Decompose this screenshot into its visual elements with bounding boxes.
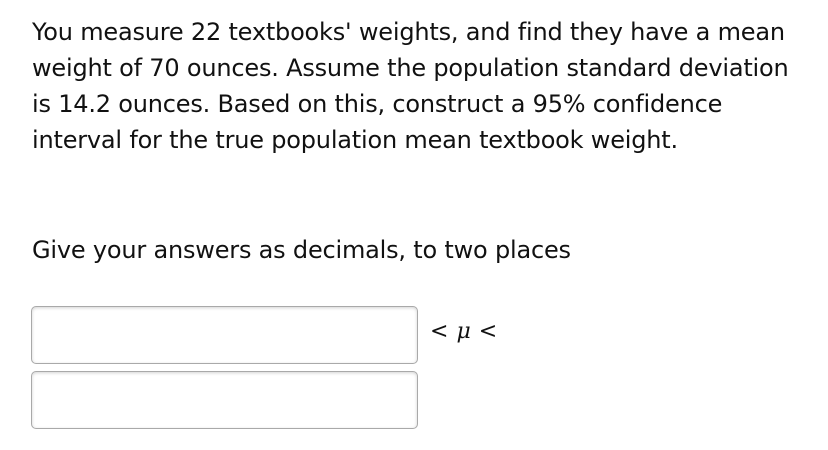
- inequality-label: [430, 319, 497, 344]
- mu-symbol: μ: [456, 318, 471, 344]
- upper-bound-input[interactable]: [31, 371, 418, 429]
- instruction-text: Give your answers as decimals, to two places: [32, 236, 571, 264]
- less-than-symbol-right: <: [478, 318, 498, 344]
- upper-bound-row: [31, 371, 418, 429]
- less-than-symbol-left: <: [430, 318, 449, 344]
- question-text: You measure 22 textbooks' weights, and find they have a mean weight of 70 ounces. Assume the population standard deviation is 14.2 ounces. Based on this, construct a 95% confidence interval for the true population mean textbook weight.: [32, 18, 789, 154]
- lower-bound-row: [31, 306, 497, 364]
- lower-bound-input[interactable]: [31, 306, 418, 364]
